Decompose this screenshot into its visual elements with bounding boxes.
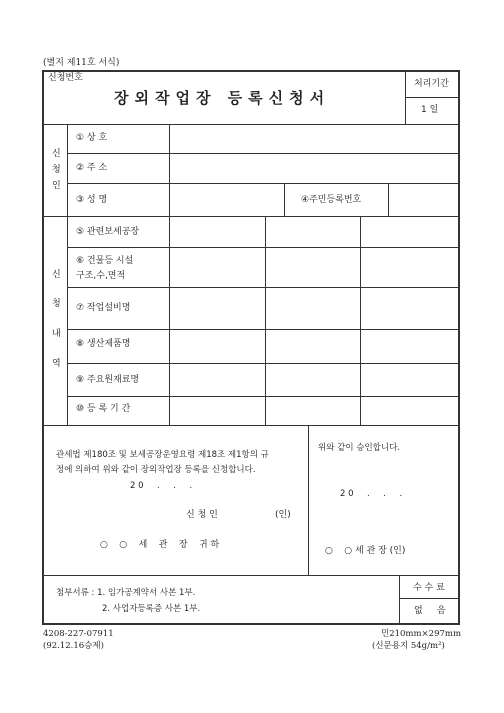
approval-date: 2 0 . . . <box>340 489 403 499</box>
registration-period-field[interactable] <box>171 398 456 423</box>
fee-label: 수 수 료 <box>413 583 445 593</box>
approval-signer: ○ ○ 세 관 장 (인) <box>325 546 406 556</box>
details-section-char-1: 신 <box>52 270 61 280</box>
address-field[interactable] <box>171 155 456 181</box>
related-factory-label: ⑤ 관련보세공장 <box>76 227 140 237</box>
business-name-label: ① 상 호 <box>76 133 108 143</box>
registration-period-label: ⑩ 등 록 기 간 <box>76 404 131 414</box>
paper-size: 민210mm×297mm <box>381 629 462 639</box>
applicant-seal: (인) <box>275 510 291 520</box>
building-facility-field[interactable] <box>171 249 456 285</box>
fee-value: 없 음 <box>414 606 446 616</box>
form-label: (별지 제11호 서식) <box>43 58 120 68</box>
processing-period-label: 처리기간 <box>414 79 449 89</box>
resident-number-label: ④주민등록번호 <box>301 195 362 205</box>
resident-number-field[interactable] <box>390 185 456 214</box>
work-equipment-field[interactable] <box>171 289 456 327</box>
business-name-field[interactable] <box>171 126 456 152</box>
product-name-label: ⑧ 생산제품명 <box>76 339 131 349</box>
building-facility-label: ⑥ 건물등 시설 <box>76 256 134 266</box>
declaration-date: 2 0 . . . <box>130 481 193 491</box>
related-factory-field[interactable] <box>171 218 456 246</box>
applicant-section-char-3: 인 <box>52 181 61 191</box>
applicant-section-char-1: 신 <box>52 149 61 159</box>
customs-recipient: ○ ○ 세 관 장 귀 하 <box>100 540 220 550</box>
building-structure-label: 구조,수,면적 <box>76 271 126 281</box>
approval-date-footer: (92.12.16승제) <box>43 641 104 651</box>
raw-material-label: ⑨ 주요원재료명 <box>76 375 140 385</box>
name-label: ③ 성 명 <box>76 195 108 205</box>
declaration-text-line2: 정에 의하여 위와 같이 장외작업장 등록을 신청합니다. <box>56 465 256 475</box>
address-label: ② 주 소 <box>76 163 108 173</box>
form-code: 4208-227-07911 <box>43 629 114 639</box>
name-field[interactable] <box>171 185 283 214</box>
details-section-char-3: 내 <box>52 329 61 339</box>
details-section-char-2: 청 <box>52 299 61 309</box>
processing-period-value: 1 일 <box>421 105 439 115</box>
details-section-char-4: 역 <box>52 359 61 369</box>
applicant-sign-label: 신 청 인 <box>186 510 218 520</box>
work-equipment-label: ⑦ 작업설비명 <box>76 303 131 313</box>
applicant-section-char-2: 청 <box>52 165 61 175</box>
paper-type: (신문용지 54g/m²) <box>372 641 445 651</box>
product-name-field[interactable] <box>171 331 456 361</box>
application-number-label: 신청번호 <box>48 73 83 83</box>
attachments-line2: 2. 사업자등록증 사본 1부. <box>102 604 201 614</box>
attachments-line1: 첨부서류 : 1. 임가공계약서 사본 1부. <box>56 588 196 598</box>
declaration-text-line1: 관세법 제180조 및 보세공장운영요령 제18조 제1항의 규 <box>56 450 269 460</box>
page-title: 장외작업장 등록신청서 <box>114 89 331 107</box>
approval-text: 위와 같이 승인합니다. <box>318 443 401 453</box>
raw-material-field[interactable] <box>171 365 456 395</box>
